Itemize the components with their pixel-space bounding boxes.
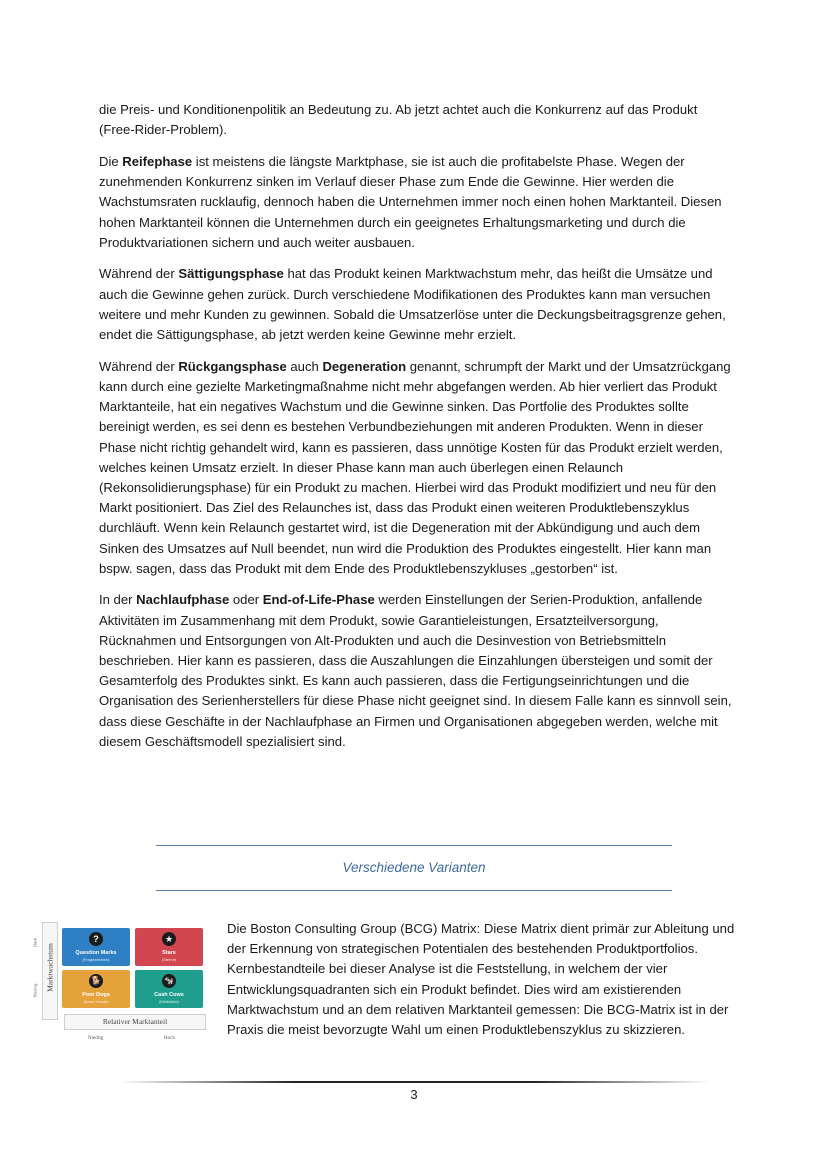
quadrant-name: Stars	[162, 950, 176, 956]
bcg-quadrant-poor-dogs	[62, 970, 130, 1008]
bcg-x-tick-low: Niedrig	[88, 1036, 104, 1041]
bold-term: Rückgangsphase	[178, 358, 287, 374]
bcg-y-tick-low: Niedrig	[32, 983, 38, 998]
paragraph-saettigungsphase	[99, 264, 735, 345]
text-run: werden Einstellungen der Serien-Produktion, anfallende Aktivitäten im Zusammenhang mit dem Produkt, sowie Garantieleistungen, Ersatzteilversorgung, Rücknahmen und Entsorgungen von Alt-Produkten und auch die Desinvestion von Betriebsmitteln beschrieben. Hier kann es passieren, dass die Auszahlungen die Einzahlungen übersteigen und somit der Gesamterfolg des Produktes sinkt. Es kann auch passieren, dass die Fertigungseinrichtungen und die Organisation des Serienherstellers für diese Phase nicht geeignet sind. In diesem Falle kann es sinnvoll sein, dass diese Geschäfte in der Nachlaufphase an Firmen und Organisationen abgegeben werden, welche mit diesem Geschäftsmodell spezialisiert sind.	[99, 592, 732, 749]
bcg-quadrant-question-marks	[62, 928, 130, 966]
quadrant-name: Poor Dogs	[82, 992, 110, 998]
bold-term: Reifephase	[122, 153, 193, 169]
bold-term: Sättigungsphase	[178, 266, 284, 282]
page-number: 3	[410, 1087, 418, 1102]
section-rule-bottom	[156, 890, 672, 891]
text-run: die Preis- und Konditionenpolitik an Bedeutung zu. Ab jetzt achtet auch die Konkurrenz auf das Produkt (Free-Rider-Problem).	[99, 102, 698, 138]
bcg-x-axis-label: Relativer Marktanteil	[64, 1014, 206, 1030]
paragraph-nachlaufphase	[99, 590, 735, 752]
text-run: ist meistens die längste Marktphase, sie ist auch die profitabelste Phase. Wegen der zunehmenden Konkurrenz sinken im Verlauf dieser Phase zum Ende die Gewinne. Hier werden die Wachstumsraten rucklaufig, dennoch haben die Unternehmen immer noch einen hohen Marktanteil. Diesen hohen Marktanteil können die Unternehmen durch ein geeignetes Erhaltungsmarketing und durch die Produktvariationen sichern und auch weiter ausbauen.	[99, 153, 722, 250]
paragraph-reifephase	[99, 152, 735, 253]
text-run: In der	[99, 592, 137, 608]
bcg-description: Die Boston Consulting Group (BCG) Matrix: Diese Matrix dient primär zur Ableitung und der Erkennung von strategischen Potentialen des bestehenden Produktportfolios. Kernbestandteile bei dieser Analyse ist die Feststellung, in welchem der vier Entwicklungsquadranten sich ein Produkt befindet. Dies wird am existierenden Marktwachstum und an dem relativen Marktanteil gemessen: Die BCG-Matrix ist in der Praxis die meist bevorzugte Wahl um einen Produktlebenszyklus zu skizzieren.	[227, 921, 735, 1038]
bcg-quadrant-stars	[135, 928, 203, 966]
bcg-y-axis-label: Marktwachstum	[45, 943, 55, 992]
text-run: Während der	[99, 358, 179, 374]
quadrant-name: Question Marks	[75, 950, 117, 956]
footer-rule	[118, 1081, 710, 1083]
quadrant-subtitle: (Melkkühe)	[159, 999, 179, 1004]
body-text	[99, 100, 735, 764]
star-icon: ★	[162, 932, 176, 946]
quadrant-subtitle: (Arme Hunde)	[83, 999, 109, 1004]
quadrant-subtitle: (Fragezeichen)	[82, 957, 110, 962]
bcg-quadrant-cash-cows	[135, 970, 203, 1008]
cow-icon: 🐄	[162, 974, 176, 988]
text-run: Die	[99, 153, 123, 169]
dog-icon: 🐕	[89, 974, 103, 988]
section-heading: Verschiedene Varianten	[342, 860, 486, 875]
question-icon: ?	[89, 932, 103, 946]
text-run: genannt, schrumpft der Markt und der Umsatzrückgang kann durch eine gezielte Marketingmaßnahme nicht mehr abgefangen werden. Ab hier verliert das Produkt Marktanteile, hat ein negatives Wachstum und die Gewinne sinken. Das Portfolie des Produktes sollte bereinigt werden, es sei denn es bestehen Verbundbeziehungen mit anderen Produkten. Wenn in dieser Phase nicht richtig gehandelt wird, kann es passieren, dass unnötige Kosten für das Produkt erzielt werden, welches keinen Umsatz erzielt. In dieser Phase kann man auch überlegen einen Relaunch (Rekonsolidierungsphase) für ein Produkt zu machen. Hierbei wird das Produkt modifiziert und neu für den Markt positioniert. Das Ziel des Relaunches ist, dass das Produkt einen weiteren Produktlebenszyklus durchläuft. Wenn kein Relaunch gestartet wird, ist die Degeneration mit der Abkündigung und auch dem Sinken des Umsatzes auf Null beendet, nun wird die Produktion des Produktes eingestellt. Hier kann man bspw. sagen, dass das Produkt mit dem Ende des Produktlebenszykluses „gestorben“ ist.	[99, 358, 731, 576]
bcg-matrix-figure	[28, 920, 216, 1050]
bold-term: Nachlaufphase	[136, 592, 230, 608]
text-run: hat das Produkt keinen Marktwachstum mehr, das heißt die Umsätze und auch die Gewinne gehen zurück. Durch verschiedene Modifikationen des Produktes kann man versuchen weitere und mehr Kunden zu gewinnen. Sobald die Umsatzerlöse unter die Deckungsbeitragsgrenze gehen, endet die Sättigungsphase, ab jetzt werden keine Gewinne mehr erzielt.	[99, 266, 726, 343]
bcg-x-tick-high: Hoch	[164, 1036, 175, 1041]
bcg-y-tick-high: Hoch	[32, 937, 38, 948]
bcg-y-axis-box	[42, 922, 58, 1020]
section-rule-top	[156, 845, 672, 846]
quadrant-subtitle: (Sterne)	[161, 957, 177, 962]
text-run: Während der	[99, 266, 179, 282]
bold-term: Degeneration	[322, 358, 407, 374]
text-run: oder	[229, 592, 263, 608]
paragraph-rueckgangsphase	[99, 357, 735, 579]
quadrant-name: Cash Cows	[154, 992, 184, 998]
paragraph-intro-continuation	[99, 100, 735, 140]
text-run: auch	[286, 358, 323, 374]
bold-term: End-of-Life-Phase	[262, 592, 375, 608]
